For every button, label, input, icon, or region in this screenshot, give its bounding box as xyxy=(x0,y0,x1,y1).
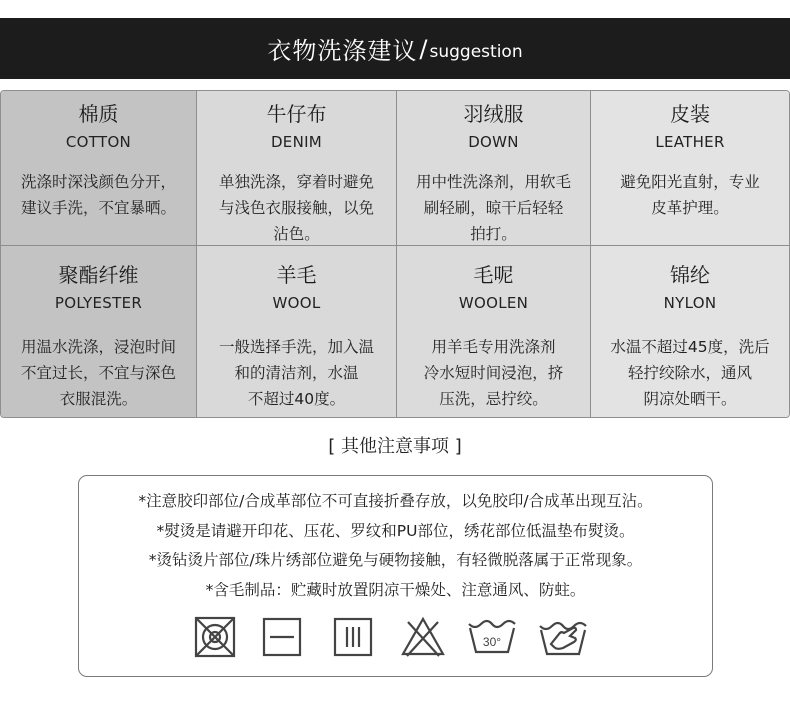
material-cell-woolen xyxy=(397,246,591,418)
material-cell-cotton xyxy=(1,91,197,246)
advice-line: 用羊毛专用洗涤剂 xyxy=(431,338,556,356)
material-name-en: DENIM xyxy=(270,133,323,151)
advice-line: 冷水短时间浸泡，挤 xyxy=(423,364,564,382)
no-bleach-icon xyxy=(399,614,447,660)
material-name-en: DOWN xyxy=(468,133,519,151)
advice-line: 沾色。 xyxy=(273,225,320,243)
advice-line: 建议手洗，不宜暴晒。 xyxy=(20,199,176,217)
material-name-cn: 羊毛 xyxy=(276,263,317,287)
material-cell-denim xyxy=(197,91,397,246)
material-name-cn: 锦纶 xyxy=(670,263,710,287)
material-name-cn: 棉质 xyxy=(78,102,119,126)
page-header xyxy=(0,18,790,79)
notes-box xyxy=(78,475,713,677)
material-name-en: POLYESTER xyxy=(54,294,143,312)
wash-temperature-label: 30° xyxy=(482,635,502,649)
material-advice xyxy=(616,169,764,221)
advice-line: 衣服混洗。 xyxy=(59,390,138,408)
header-title-en: suggestion xyxy=(429,41,523,62)
drip-dry-icon xyxy=(329,614,377,660)
notes-title: [ 其他注意事项 ] xyxy=(328,436,462,457)
care-icons-row xyxy=(191,614,611,660)
advice-line: 单独洗涤，穿着时避免 xyxy=(218,173,374,191)
advice-line: 不宜过长，不宜与深色 xyxy=(20,364,176,382)
line-dry-icon xyxy=(258,614,306,660)
material-name-cn: 牛仔布 xyxy=(266,102,327,126)
material-advice xyxy=(17,334,180,412)
material-name-cn: 毛呢 xyxy=(473,263,514,287)
material-cell-wool xyxy=(197,246,397,418)
note-line: *烫钻烫片部位/珠片绣部位避免与硬物接触，有轻微脱落属于正常现象。 xyxy=(148,551,643,569)
material-cell-polyester xyxy=(1,246,197,418)
material-advice xyxy=(412,169,575,247)
advice-line: 一般选择手洗，加入温 xyxy=(218,338,374,356)
advice-line: 用中性洗涤剂，用软毛 xyxy=(415,173,571,191)
material-name-en: LEATHER xyxy=(655,133,725,151)
advice-line: 不超过40度。 xyxy=(247,390,346,408)
advice-line: 压洗，忌拧绞。 xyxy=(439,390,548,408)
material-name-cn: 羽绒服 xyxy=(463,102,524,126)
wash-30-icon xyxy=(466,614,518,660)
advice-line: 与浅色衣服接触，以免 xyxy=(218,199,374,217)
header-slash: / xyxy=(419,34,428,63)
note-line: *熨烫是请避开印花、压花、罗纹和PU部位，绣花部位低温垫布熨烫。 xyxy=(156,522,635,540)
material-name-en: WOOL xyxy=(272,294,321,312)
note-line: *含毛制品：贮藏时放置阴凉干燥处、注意通风、防蛀。 xyxy=(205,581,586,599)
advice-line: 避免阳光直射，专业 xyxy=(620,173,760,191)
material-name-en: COTTON xyxy=(65,133,132,151)
advice-line: 水温不超过45度，洗后 xyxy=(610,338,770,356)
material-name-en: NYLON xyxy=(663,294,717,312)
advice-line: 拍打。 xyxy=(470,225,517,243)
material-advice xyxy=(215,169,378,247)
material-advice xyxy=(17,169,180,221)
advice-line: 阴凉处晒干。 xyxy=(643,390,737,408)
material-name-cn: 皮装 xyxy=(670,102,710,126)
material-name-en: WOOLEN xyxy=(458,294,529,312)
advice-line: 洗涤时深浅颜色分开， xyxy=(20,173,176,191)
material-advice xyxy=(420,334,568,412)
material-cell-nylon xyxy=(591,246,789,418)
material-cell-down xyxy=(397,91,591,246)
advice-line: 刷轻刷，晾干后轻轻 xyxy=(423,199,564,217)
material-advice xyxy=(215,334,378,412)
header-title-cn: 衣物洗涤建议 xyxy=(267,37,418,65)
no-tumble-dry-icon xyxy=(191,614,239,660)
material-care-table xyxy=(0,90,790,418)
material-cell-leather xyxy=(591,91,789,246)
advice-line: 和的清洁剂，水温 xyxy=(234,364,359,382)
note-line: *注意胶印部位/合成革部位不可直接折叠存放，以免胶印/合成革出现互沾。 xyxy=(138,492,653,510)
advice-line: 皮革护理。 xyxy=(651,199,729,217)
material-name-cn: 聚酯纤维 xyxy=(58,263,139,287)
hand-wash-icon xyxy=(537,614,589,660)
advice-line: 轻拧绞除水，通风 xyxy=(627,364,752,382)
advice-line: 用温水洗涤，浸泡时间 xyxy=(20,338,176,356)
material-advice xyxy=(606,334,773,412)
